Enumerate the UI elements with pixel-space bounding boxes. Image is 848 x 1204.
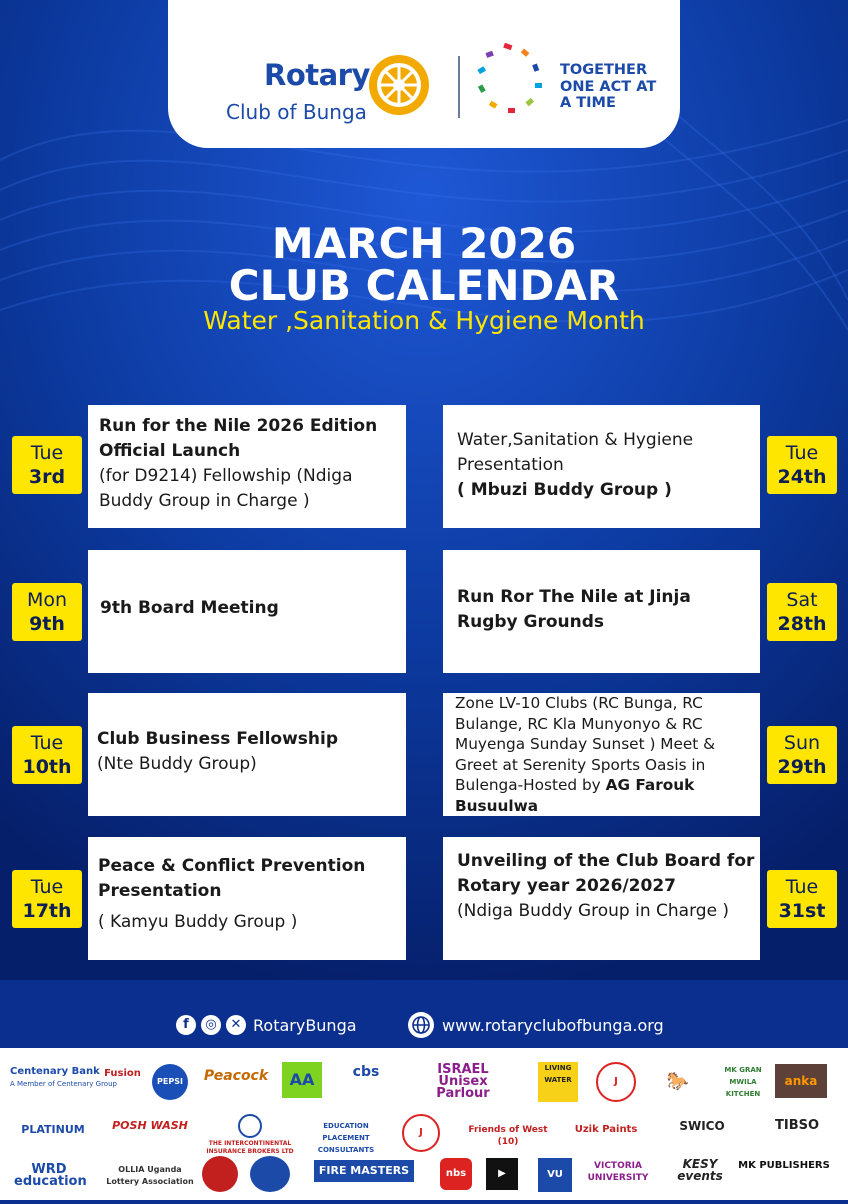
sponsor-logos [0,1048,848,1200]
sponsor-logo: J [596,1062,636,1102]
event-text [457,428,753,503]
sponsor-logo: Fusion [104,1068,141,1079]
event-card-mon-9th [88,550,406,673]
badge-date: 28th [777,613,827,635]
sponsor-logo: ▶ [486,1158,518,1190]
event-detail: (Ndiga Buddy Group in Charge ) [457,901,730,921]
event-text [97,727,397,777]
date-badge-tue-31st [767,870,837,928]
confetti-burst-icon [470,40,552,122]
sponsor-logo [250,1156,290,1192]
sponsor-logo: LIVING WATER [538,1062,578,1102]
date-badge-sat-28th [767,583,837,641]
tagline [560,62,656,112]
rotary-wheel-icon [366,52,432,118]
sponsor-logo: PLATINUM [21,1123,85,1136]
sponsor-logo: WRD education [14,1162,87,1189]
social-handle[interactable]: RotaryBunga [253,1016,357,1035]
tagline-line-3: A TIME [560,95,616,111]
logo-card [168,0,680,148]
event-buddy-group: ( Mbuzi Buddy Group ) [457,480,672,500]
event-card-tue-24th [443,405,760,528]
badge-date: 3rd [28,466,66,488]
event-title: Unveiling of the Club Board for Rotary year 2026/2027 [457,851,755,896]
sponsor-logo: AA [282,1062,322,1098]
globe-icon [408,1012,434,1038]
sponsor-logo: KESY events [677,1157,723,1183]
sponsor-logo: J [402,1114,440,1152]
tagline-line-1: TOGETHER [560,62,648,78]
sponsor-logo: Uzik Paints [574,1124,638,1135]
sponsor-logo: anka [775,1064,827,1098]
event-detail: ( Kamyu Buddy Group ) [98,912,298,932]
event-card-sun-29th [443,693,760,816]
event-text [99,414,399,514]
badge-day: Sat [786,589,818,611]
event-card-tue-17th [88,837,406,960]
tagline-line-2: ONE ACT AT [560,78,657,95]
sponsor-logo: VICTORIA UNIVERSITY [587,1161,649,1183]
event-card-tue-10th [88,693,406,816]
sponsor-logo: Peacock [203,1068,269,1084]
badge-day: Tue [30,732,64,754]
event-text [455,693,755,816]
logo-divider [458,56,460,118]
badge-day: Sun [783,732,821,754]
page-title-line-1: MARCH 2026 [271,219,577,268]
date-badge-tue-17th [12,870,82,928]
event-card-tue-3rd [88,405,406,528]
x-twitter-icon[interactable]: ✕ [226,1015,246,1035]
sponsor-logo: OLLIA Uganda Lottery Association [106,1165,194,1186]
event-description: Zone LV-10 Clubs (RC Bunga, RC Bulange, RC Kla Munyonyo & RC Muyenga Sunday Sunset ) Meet & Greet at Serenity Sports Oasis in Bulenga-Hosted by [455,694,716,794]
date-badge-tue-24th [767,436,837,494]
badge-date: 24th [777,466,827,488]
facebook-icon[interactable]: f [176,1015,196,1035]
event-title: Run for the Nile 2026 Edition Official Launch [99,416,378,461]
event-text [98,854,398,935]
website-link[interactable]: www.rotaryclubofbunga.org [442,1016,664,1035]
badge-date: 29th [777,756,827,778]
page-title-line-2: CLUB CALENDAR [228,261,620,310]
sponsor-logo: THE INTERCONTINENTAL INSURANCE BROKERS LTD [196,1114,304,1156]
sponsor-logo: ISRAEL Unisex Parlour [436,1062,490,1101]
sponsor-logo: MK PUBLISHERS [738,1160,830,1171]
page-subtitle: Water ,Sanitation & Hygiene Month [203,306,645,335]
club-name: Club of Bunga [226,100,367,124]
badge-day: Tue [30,442,64,464]
sponsor-logo: EDUCATION PLACEMENT CONSULTANTS [317,1122,375,1154]
badge-day: Tue [785,876,819,898]
date-badge-mon-9th [12,583,82,641]
event-text [457,849,757,924]
brand-name: Rotary [264,58,370,92]
sponsor-logo: TIBSO [774,1118,820,1133]
event-host: AG Farouk Busuulwa [455,776,695,815]
sponsor-logo: SWICO [679,1119,725,1133]
sponsor-logo: FIRE MASTERS LTD [314,1160,414,1182]
sponsor-logo: Friends of West (10) [468,1125,548,1147]
badge-date: 10th [22,756,72,778]
event-title: Club Business Fellowship [97,729,338,749]
instagram-icon[interactable]: ◎ [201,1015,221,1035]
event-title: Peace & Conflict Prevention Presentation [98,856,366,901]
sponsor-logo: POSH WASH [112,1119,188,1132]
event-title: Run Ror The Nile at Jinja Rugby Grounds [457,587,691,632]
event-card-tue-31st [443,837,760,960]
event-title: 9th Board Meeting [100,598,279,618]
date-badge-sun-29th [767,726,837,784]
badge-day: Tue [30,876,64,898]
sponsor-logo [202,1156,238,1192]
sponsor-logo: MK GRAN MWILA KITCHEN [724,1066,762,1098]
sponsor-logo: PEPSI [152,1064,188,1100]
badge-date: 9th [29,613,65,635]
badge-date: 31st [778,900,826,922]
sponsor-logo: VU [538,1158,572,1192]
sponsor-logo: nbs [440,1158,472,1190]
date-badge-tue-10th [12,726,82,784]
badge-day: Mon [26,589,68,611]
sponsor-logo: cbs [352,1064,380,1080]
sponsor-logo: Centenary Bank A Member of Centenary Group [10,1066,117,1088]
event-detail: (for D9214) Fellowship (Ndiga Buddy Group in Charge ) [99,466,353,511]
event-detail: (Nte Buddy Group) [97,754,257,774]
badge-day: Tue [785,442,819,464]
date-badge-tue-3rd [12,436,82,494]
sponsor-logo: 🐎 [666,1071,690,1092]
event-description: Water,Sanitation & Hygiene Presentation [457,430,694,475]
badge-date: 17th [22,900,72,922]
event-card-sat-28th [443,550,760,673]
